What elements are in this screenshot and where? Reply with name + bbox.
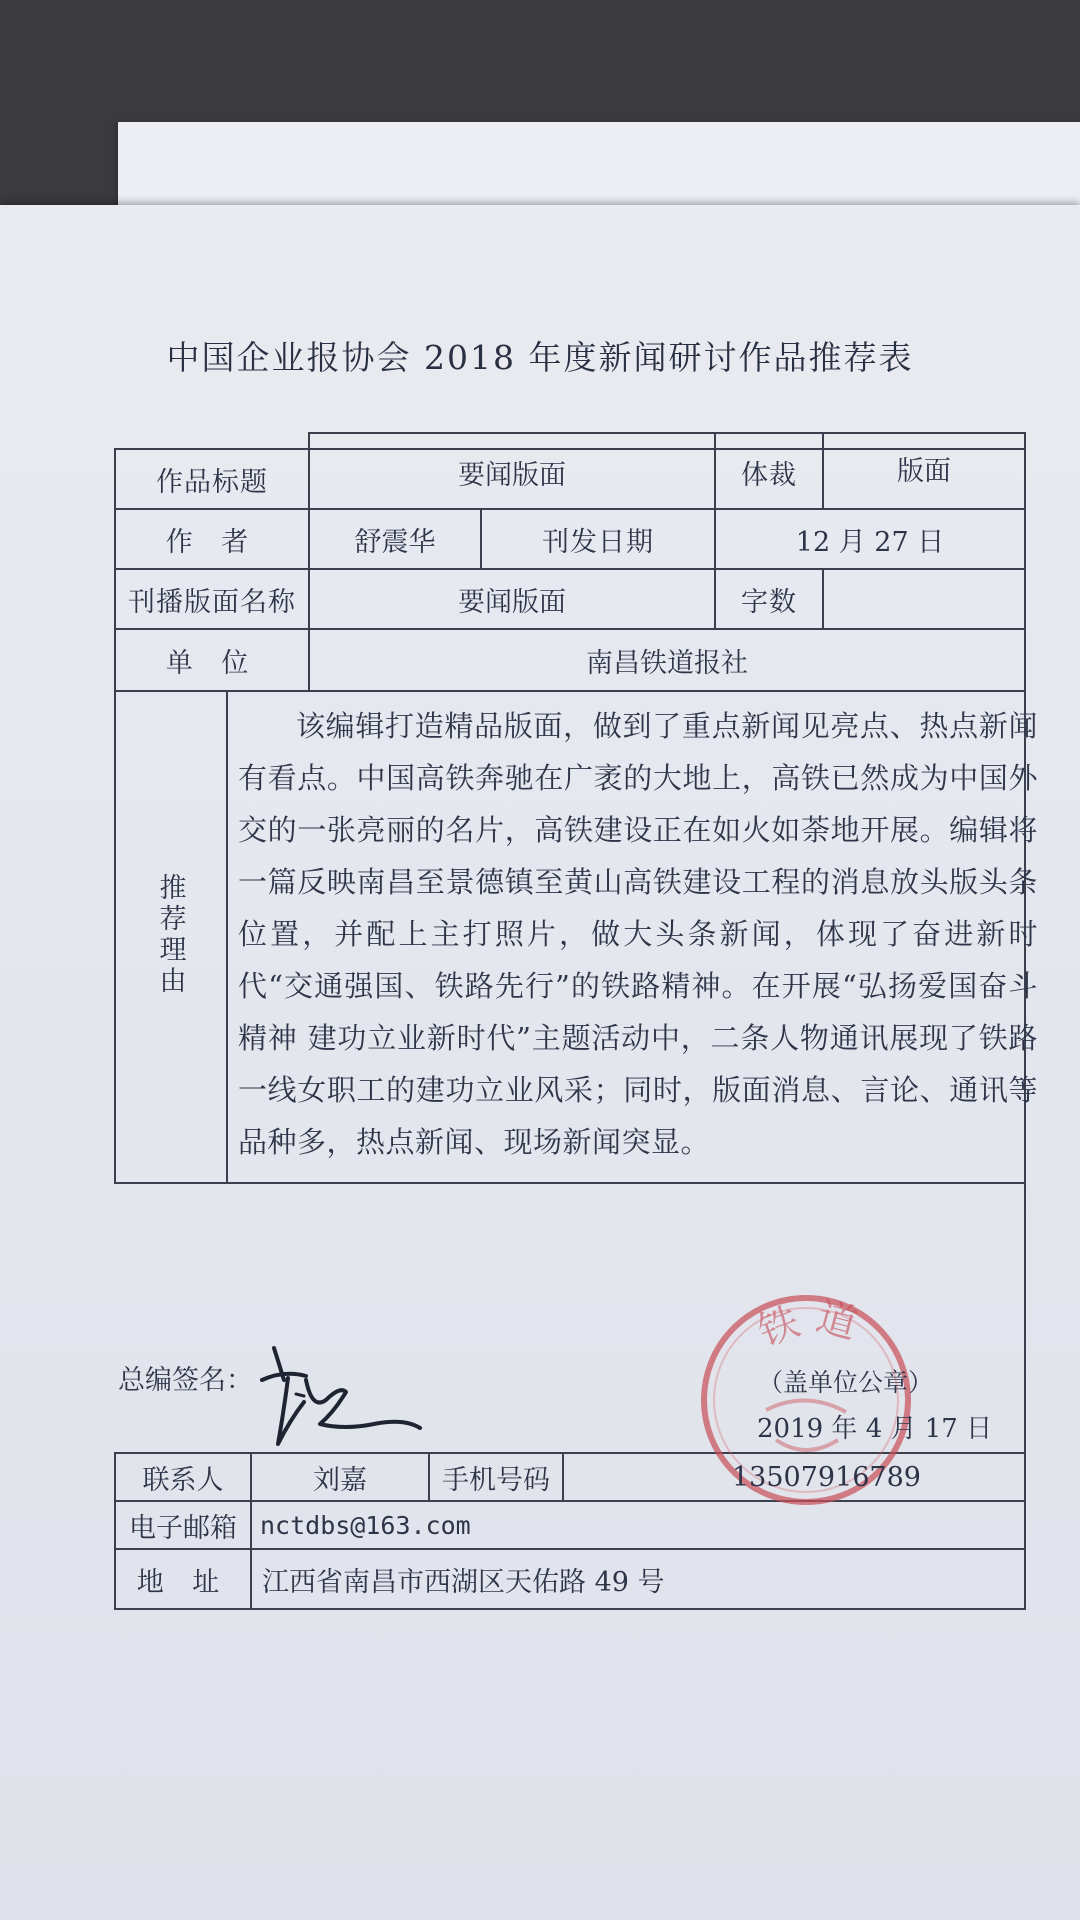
work-title-label: 作品标题 <box>156 466 268 498</box>
seal-glyph: 道 <box>811 1293 863 1349</box>
address-value: 江西省南昌市西湖区天佑路 49 号 <box>262 1566 665 1598</box>
handwritten-signature-icon <box>254 1340 424 1460</box>
word-count-value <box>824 570 1024 628</box>
contact-label: 联系人 <box>142 1464 224 1496</box>
address-label: 地 址 <box>136 1566 230 1598</box>
email-label: 电子邮箱 <box>129 1512 237 1544</box>
email-value: nctdbs@163.com <box>260 1510 471 1540</box>
page-name-label: 刊播版面名称 <box>128 586 296 618</box>
genre-label: 体裁 <box>741 459 797 491</box>
work-title-value: 要闻版面 <box>458 459 566 491</box>
signature-date: 2019 年 4 月 17 日 <box>757 1414 993 1444</box>
document-title: 中国企业报协会 2018 年度新闻研讨作品推荐表 <box>166 338 914 377</box>
genre-value: 版面 <box>897 455 951 487</box>
editor-signature-label: 总编签名： <box>118 1365 253 1396</box>
reason-text: 该编辑打造精品版面，做到了重点新闻见亮点、热点新闻有看点。中国高铁奔驰在广袤的大地上，高铁已然成为中国外交的一张亮丽的名片，高铁建设正在如火如荼地开展。编辑将一篇反映南昌至景德镇至黄山高铁建设工程的消息放头版头条位置，并配上主打照片，做大头条新闻，体现了奋进新时代“交通强国、铁路先行”的铁路精神。在开展“弘扬爱国奋斗精神 建功立业新时代”主题活动中，二条人物通讯展现了铁路一线女职工的建功立业风采；同时，版面消息、言论、通讯等品种多，热点新闻、现场新闻突显。 <box>238 709 1038 1159</box>
seal-note: （盖单位公章） <box>758 1368 934 1397</box>
reason-label: 推荐理由 <box>154 873 186 997</box>
contact-value: 刘嘉 <box>313 1464 367 1496</box>
phone-value: 13507916789 <box>732 1461 921 1493</box>
seal-glyph: 铁 <box>752 1298 806 1356</box>
unit-label: 单 位 <box>165 647 259 679</box>
unit-value: 南昌铁道报社 <box>586 647 748 679</box>
author-value: 舒震华 <box>354 526 436 558</box>
publish-date-label: 刊发日期 <box>542 526 654 558</box>
author-label: 作 者 <box>165 526 259 558</box>
word-count-label: 字数 <box>741 586 797 618</box>
phone-label: 手机号码 <box>442 1464 550 1496</box>
page-name-value: 要闻版面 <box>458 586 566 618</box>
publish-date-value: 12 月 27 日 <box>795 526 945 558</box>
